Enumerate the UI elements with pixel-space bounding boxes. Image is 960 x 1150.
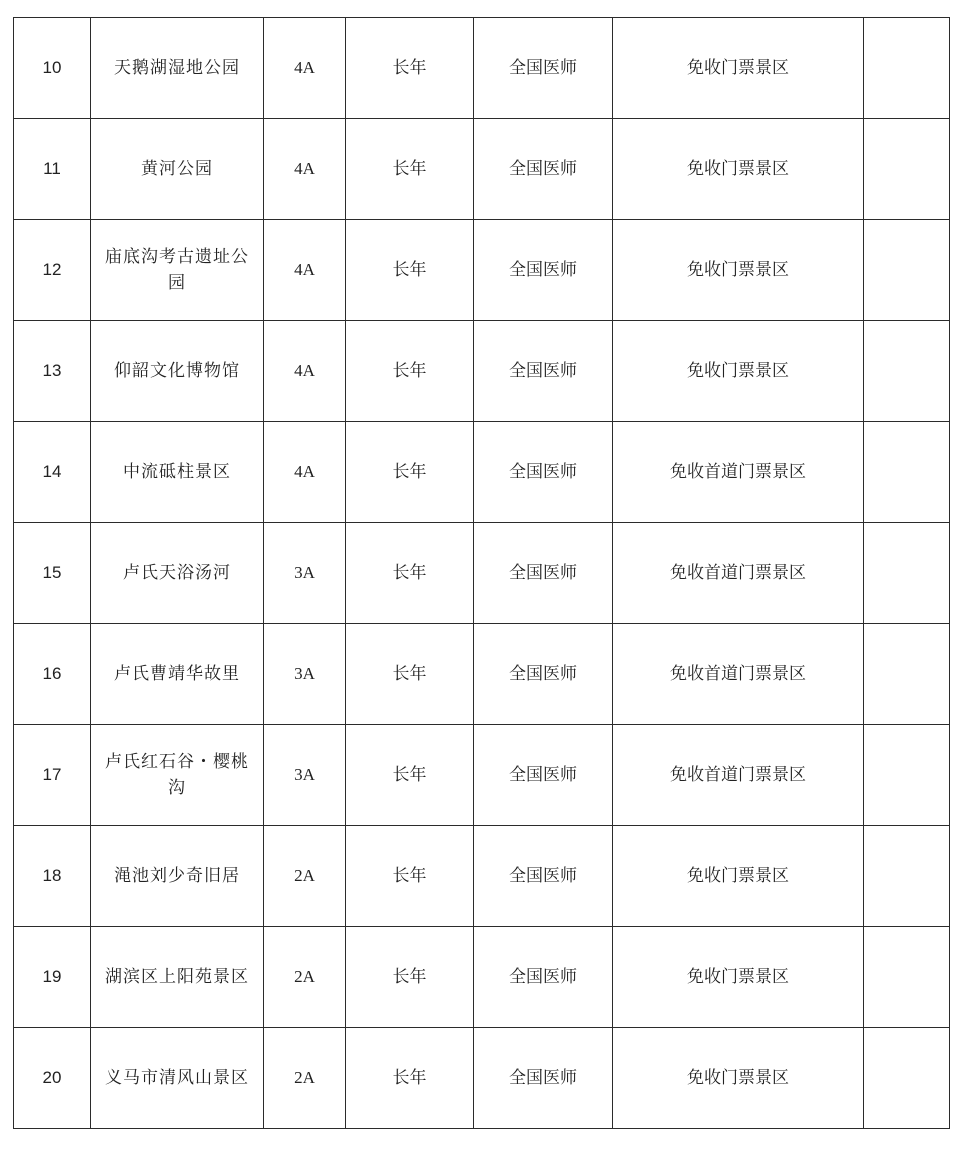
policy-cell: 免收首道门票景区 xyxy=(613,523,864,624)
grade-cell: 2A xyxy=(264,1028,346,1129)
remark-cell xyxy=(864,725,950,826)
document-page xyxy=(13,17,949,1129)
remark-cell xyxy=(864,1028,950,1129)
audience-cell: 全国医师 xyxy=(474,1028,613,1129)
row-number-cell: 15 xyxy=(14,523,91,624)
row-number-cell: 17 xyxy=(14,725,91,826)
audience-cell: 全国医师 xyxy=(474,927,613,1028)
grade-cell: 3A xyxy=(264,624,346,725)
row-number-cell: 19 xyxy=(14,927,91,1028)
remark-cell xyxy=(864,321,950,422)
scenic-name-cell: 中流砥柱景区 xyxy=(91,422,264,523)
period-cell: 长年 xyxy=(346,927,474,1028)
remark-cell xyxy=(864,624,950,725)
scenic-name-cell: 庙底沟考古遗址公园 xyxy=(91,220,264,321)
audience-cell: 全国医师 xyxy=(474,523,613,624)
period-cell: 长年 xyxy=(346,624,474,725)
audience-cell: 全国医师 xyxy=(474,826,613,927)
policy-cell: 免收门票景区 xyxy=(613,1028,864,1129)
audience-cell: 全国医师 xyxy=(474,119,613,220)
grade-cell: 4A xyxy=(264,220,346,321)
table-row xyxy=(14,523,950,624)
remark-cell xyxy=(864,826,950,927)
table-row xyxy=(14,18,950,119)
policy-cell: 免收门票景区 xyxy=(613,321,864,422)
period-cell: 长年 xyxy=(346,119,474,220)
policy-cell: 免收门票景区 xyxy=(613,119,864,220)
policy-cell: 免收门票景区 xyxy=(613,18,864,119)
policy-cell: 免收首道门票景区 xyxy=(613,725,864,826)
scenic-name-cell: 渑池刘少奇旧居 xyxy=(91,826,264,927)
remark-cell xyxy=(864,119,950,220)
row-number-cell: 11 xyxy=(14,119,91,220)
policy-cell: 免收门票景区 xyxy=(613,826,864,927)
period-cell: 长年 xyxy=(346,321,474,422)
scenic-name-cell: 卢氏天浴汤河 xyxy=(91,523,264,624)
remark-cell xyxy=(864,220,950,321)
row-number-cell: 10 xyxy=(14,18,91,119)
table-row xyxy=(14,422,950,523)
remark-cell xyxy=(864,523,950,624)
policy-cell: 免收门票景区 xyxy=(613,220,864,321)
period-cell: 长年 xyxy=(346,220,474,321)
row-number-cell: 18 xyxy=(14,826,91,927)
period-cell: 长年 xyxy=(346,18,474,119)
grade-cell: 4A xyxy=(264,422,346,523)
period-cell: 长年 xyxy=(346,826,474,927)
table-row xyxy=(14,624,950,725)
grade-cell: 4A xyxy=(264,321,346,422)
audience-cell: 全国医师 xyxy=(474,422,613,523)
scenic-name-cell: 卢氏曹靖华故里 xyxy=(91,624,264,725)
row-number-cell: 13 xyxy=(14,321,91,422)
table-row xyxy=(14,119,950,220)
row-number-cell: 20 xyxy=(14,1028,91,1129)
scenic-name-cell: 黄河公园 xyxy=(91,119,264,220)
audience-cell: 全国医师 xyxy=(474,18,613,119)
scenic-name-cell: 义马市清风山景区 xyxy=(91,1028,264,1129)
audience-cell: 全国医师 xyxy=(474,321,613,422)
audience-cell: 全国医师 xyxy=(474,624,613,725)
policy-cell: 免收首道门票景区 xyxy=(613,422,864,523)
grade-cell: 2A xyxy=(264,927,346,1028)
grade-cell: 4A xyxy=(264,119,346,220)
scenic-name-cell: 仰韶文化博物馆 xyxy=(91,321,264,422)
table-row xyxy=(14,927,950,1028)
row-number-cell: 16 xyxy=(14,624,91,725)
table-body xyxy=(14,18,950,1129)
grade-cell: 3A xyxy=(264,725,346,826)
scenic-spots-table xyxy=(13,17,950,1129)
remark-cell xyxy=(864,422,950,523)
table-row xyxy=(14,220,950,321)
remark-cell xyxy=(864,927,950,1028)
row-number-cell: 12 xyxy=(14,220,91,321)
period-cell: 长年 xyxy=(346,725,474,826)
grade-cell: 4A xyxy=(264,18,346,119)
grade-cell: 3A xyxy=(264,523,346,624)
scenic-name-cell: 卢氏红石谷・樱桃沟 xyxy=(91,725,264,826)
grade-cell: 2A xyxy=(264,826,346,927)
table-row xyxy=(14,321,950,422)
table-row xyxy=(14,1028,950,1129)
audience-cell: 全国医师 xyxy=(474,725,613,826)
scenic-name-cell: 湖滨区上阳苑景区 xyxy=(91,927,264,1028)
remark-cell xyxy=(864,18,950,119)
period-cell: 长年 xyxy=(346,1028,474,1129)
audience-cell: 全国医师 xyxy=(474,220,613,321)
row-number-cell: 14 xyxy=(14,422,91,523)
period-cell: 长年 xyxy=(346,523,474,624)
table-row xyxy=(14,725,950,826)
policy-cell: 免收门票景区 xyxy=(613,927,864,1028)
scenic-name-cell: 天鹅湖湿地公园 xyxy=(91,18,264,119)
table-row xyxy=(14,826,950,927)
period-cell: 长年 xyxy=(346,422,474,523)
policy-cell: 免收首道门票景区 xyxy=(613,624,864,725)
